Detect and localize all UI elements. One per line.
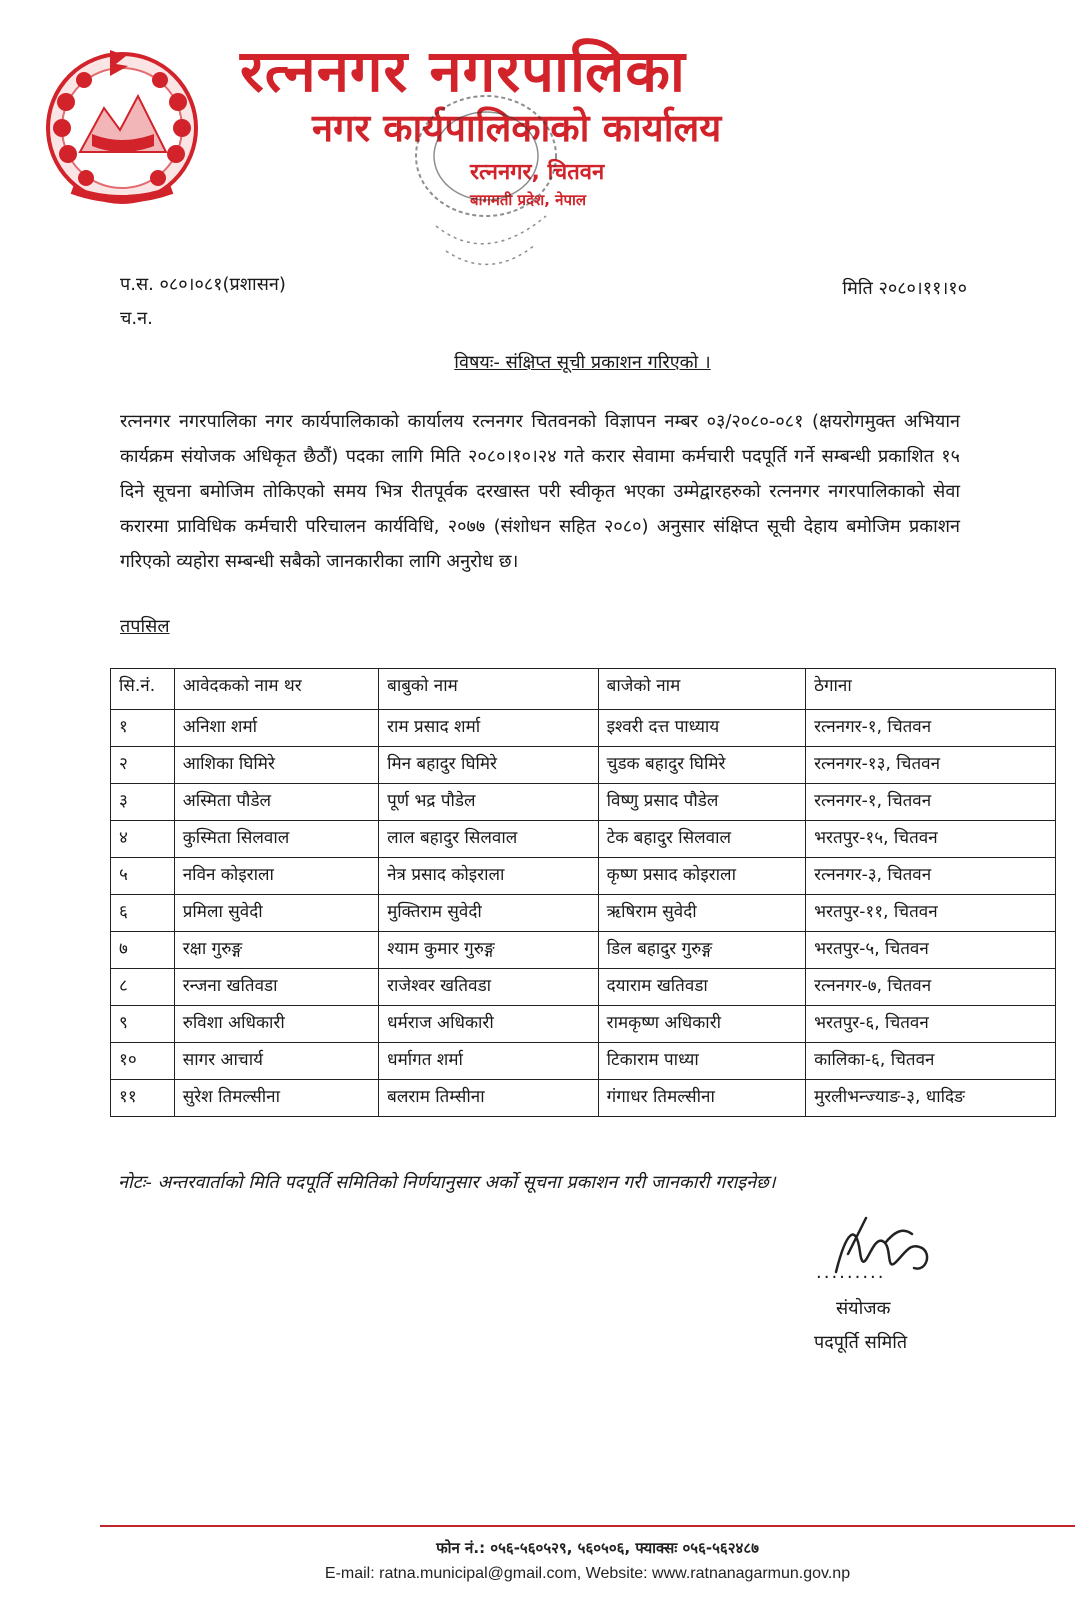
cell-serial: ९ — [111, 1006, 175, 1043]
cell-grandfather: चुडक बहादुर घिमिरे — [598, 747, 805, 784]
cell-applicant: आशिका घिमिरे — [174, 747, 378, 784]
cell-serial: ४ — [111, 821, 175, 858]
cell-applicant: सागर आचार्य — [174, 1043, 378, 1080]
cell-father: धर्मराज अधिकारी — [379, 1006, 599, 1043]
cell-address: भरतपुर-११, चितवन — [806, 895, 1056, 932]
subject-text: विषयः- संक्षिप्त सूची प्रकाशन गरिएको । — [454, 352, 711, 373]
table-row — [111, 784, 1056, 821]
letter-date: मिति २०८०।११।१० — [842, 278, 967, 299]
cell-father: लाल बहादुर सिलवाल — [379, 821, 599, 858]
signatory-committee: पदपूर्ति समिति — [814, 1332, 908, 1353]
table-row — [111, 747, 1056, 784]
cell-address: भरतपुर-५, चितवन — [806, 932, 1056, 969]
cell-grandfather: कृष्ण प्रसाद कोइराला — [598, 858, 805, 895]
cell-address: रत्ननगर-१३, चितवन — [806, 747, 1056, 784]
footer-email-text: E-mail: ratna.municipal@gmail.com, Website: www.ratnanagarmun.gov.np — [324, 1565, 851, 1582]
table-row — [111, 969, 1056, 1006]
col-header-serial: सि.नं. — [111, 669, 175, 710]
cell-grandfather: विष्णु प्रसाद पौडेल — [598, 784, 805, 821]
table-body — [111, 710, 1056, 1117]
cell-father: मिन बहादुर घिमिरे — [379, 747, 599, 784]
cell-address: कालिका-६, चितवन — [806, 1043, 1056, 1080]
details-heading: तपसिल — [120, 616, 170, 637]
table-row — [111, 821, 1056, 858]
organization-title: रत्ननगर नगरपालिका — [240, 37, 686, 105]
footer-rule — [100, 1525, 1075, 1527]
cell-father: धर्मागत शर्मा — [379, 1043, 599, 1080]
table-row — [111, 932, 1056, 969]
cell-address: भरतपुर-६, चितवन — [806, 1006, 1056, 1043]
cell-grandfather: डिल बहादुर गुरुङ्ग — [598, 932, 805, 969]
cell-grandfather: दयाराम खतिवडा — [598, 969, 805, 1006]
col-header-address: ठेगाना — [806, 669, 1056, 710]
cell-serial: १ — [111, 710, 175, 747]
office-province: बागमती प्रदेश, नेपाल — [470, 191, 587, 209]
cell-applicant: रुविशा अधिकारी — [174, 1006, 378, 1043]
cell-father: पूर्ण भद्र पौडेल — [379, 784, 599, 821]
cell-grandfather: रामकृष्ण अधिकारी — [598, 1006, 805, 1043]
table-row — [111, 1006, 1056, 1043]
cell-applicant: प्रमिला सुवेदी — [174, 895, 378, 932]
cell-serial: ५ — [111, 858, 175, 895]
table-row — [111, 710, 1056, 747]
body-paragraph: रत्ननगर नगरपालिका नगर कार्यपालिकाको कार्यालय रत्ननगर चितवनको विज्ञापन नम्बर ०३/२०८०-०८१ (क्षयरोगमुक्त अभियान कार्यक्रम संयोजक अधिकृत छैठौं) पदका लागि मिति २०८०।१०।२४ गते करार सेवामा कर्मचारी पदपूर्ति गर्ने सम्बन्धी प्रकाशित १५ दिने सूचना बमोजिम तोकिएको समय भित्र रीतपूर्वक दरखास्त परी स्वीकृत भएका उम्मेद्वारहरुको रत्ननगर नगरपालिकाको सेवा करारमा प्राविधिक कर्मचारी परिचालन कार्यविधि, २०७७ (संशोधन सहित २०८०) अनुसार संक्षिप्त सूची देहाय बमोजिम प्रकाशन गरिएको व्यहोरा सम्बन्धी सबैको जानकारीका लागि अनुरोध छ। — [120, 411, 960, 572]
cell-serial: ८ — [111, 969, 175, 1006]
office-stamp-icon — [396, 66, 576, 296]
cell-grandfather: इश्वरी दत्त पाध्याय — [598, 710, 805, 747]
note-text: नोटः- अन्तरवार्ताको मिति पदपूर्ति समितिको निर्णयानुसार अर्को सूचना प्रकाशन गरी जानकारी गराइनेछ। — [118, 1172, 776, 1193]
table-row — [111, 1080, 1056, 1117]
cell-address: मुरलीभन्ज्याङ-३, धादिङ — [806, 1080, 1056, 1117]
dispatch-number: च.न. — [120, 308, 153, 329]
cell-serial: ११ — [111, 1080, 175, 1117]
cell-father: मुक्तिराम सुवेदी — [379, 895, 599, 932]
table-row — [111, 1043, 1056, 1080]
letter-number: प.स. ०८०।०८१(प्रशासन) — [120, 274, 286, 295]
cell-serial: ७ — [111, 932, 175, 969]
cell-applicant: कुस्मिता सिलवाल — [174, 821, 378, 858]
signature-line: ......... — [816, 1262, 886, 1283]
col-header-grandfather: बाजेको नाम — [598, 669, 805, 710]
cell-father: राजेश्वर खतिवडा — [379, 969, 599, 1006]
nepal-emblem-icon — [42, 42, 202, 210]
office-address: रत्ननगर, चितवन — [470, 160, 605, 185]
cell-applicant: अस्मिता पौडेल — [174, 784, 378, 821]
table-header-row — [111, 669, 1056, 710]
cell-address: भरतपुर-१५, चितवन — [806, 821, 1056, 858]
subject-line — [0, 350, 1075, 374]
cell-serial: ६ — [111, 895, 175, 932]
cell-address: रत्ननगर-१, चितवन — [806, 710, 1056, 747]
cell-applicant: सुरेश तिमल्सीना — [174, 1080, 378, 1117]
cell-serial: २ — [111, 747, 175, 784]
signatory-title: संयोजक — [836, 1298, 891, 1319]
col-header-applicant: आवेदकको नाम थर — [174, 669, 378, 710]
footer-phone-text: फोन नं.: ०५६-५६०५२९, ५६०५०६, फ्याक्सः ०५६-५६२४८७ — [436, 1539, 759, 1557]
cell-father: नेत्र प्रसाद कोइराला — [379, 858, 599, 895]
table-row — [111, 895, 1056, 932]
cell-serial: १० — [111, 1043, 175, 1080]
cell-grandfather: टेक बहादुर सिलवाल — [598, 821, 805, 858]
cell-father: बलराम तिम्सीना — [379, 1080, 599, 1117]
footer-contact — [0, 1565, 1075, 1583]
cell-serial: ३ — [111, 784, 175, 821]
cell-applicant: रन्जना खतिवडा — [174, 969, 378, 1006]
cell-applicant: नविन कोइराला — [174, 858, 378, 895]
cell-father: राम प्रसाद शर्मा — [379, 710, 599, 747]
cell-address: रत्ननगर-१, चितवन — [806, 784, 1056, 821]
table-row — [111, 858, 1056, 895]
cell-grandfather: ऋषिराम सुवेदी — [598, 895, 805, 932]
col-header-father: बाबुको नाम — [379, 669, 599, 710]
cell-applicant: अनिशा शर्मा — [174, 710, 378, 747]
cell-father: श्याम कुमार गुरुङ्ग — [379, 932, 599, 969]
cell-address: रत्ननगर-७, चितवन — [806, 969, 1056, 1006]
cell-applicant: रक्षा गुरुङ्ग — [174, 932, 378, 969]
office-name: नगर कार्यपालिकाको कार्यालय — [312, 106, 722, 150]
reference-block — [120, 272, 286, 340]
candidate-table — [110, 668, 1056, 1117]
footer-phone — [0, 1538, 1075, 1558]
cell-grandfather: टिकाराम पाध्या — [598, 1043, 805, 1080]
cell-address: रत्ननगर-३, चितवन — [806, 858, 1056, 895]
cell-grandfather: गंगाधर तिमल्सीना — [598, 1080, 805, 1117]
